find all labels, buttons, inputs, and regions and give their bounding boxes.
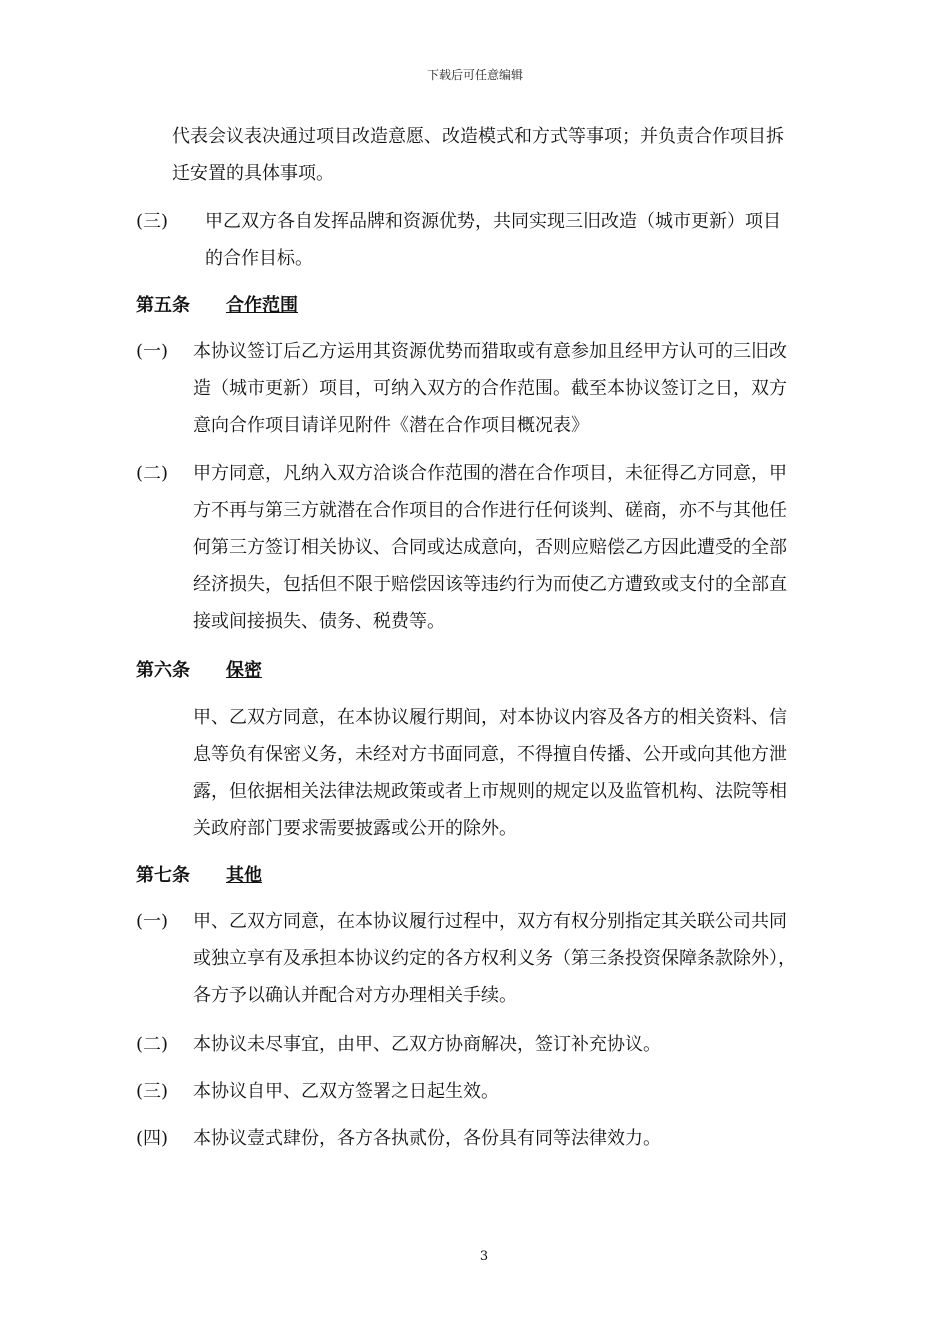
paragraph-line: 甲、乙双方同意，在本协议履行期间，对本协议内容及各方的相关资料、信 bbox=[193, 707, 787, 728]
paragraph-line: 息等负有保密义务，未经对方书面同意，不得擅自传播、公开或向其他方泄 bbox=[193, 744, 787, 765]
clause-marker: (二) bbox=[136, 463, 169, 484]
paragraph-line: 甲方同意，凡纳入双方洽谈合作范围的潜在合作项目，未征得乙方同意，甲 bbox=[193, 463, 787, 484]
article-title: 保密 bbox=[226, 660, 262, 681]
clause-marker: (四) bbox=[136, 1128, 169, 1149]
article-paragraph bbox=[193, 699, 787, 847]
paragraph-line: 何第三方签订相关协议、合同或达成意向，否则应赔偿乙方因此遭受的全部 bbox=[193, 537, 787, 558]
article-title: 合作范围 bbox=[226, 295, 298, 316]
paragraph-line: 方不再与第三方就潜在合作项目的合作进行任何谈判、磋商，亦不与其他任 bbox=[193, 500, 787, 521]
paragraph-line: 关政府部门要求需要披露或公开的除外。 bbox=[193, 818, 517, 839]
clause-marker: (三) bbox=[136, 1081, 169, 1102]
clause-paragraph bbox=[205, 203, 781, 277]
clause-marker: (二) bbox=[136, 1034, 169, 1055]
paragraph-line: 甲乙双方各自发挥品牌和资源优势，共同实现三旧改造（城市更新）项目 bbox=[205, 211, 781, 232]
paragraph-line: 代表会议表决通过项目改造意愿、改造模式和方式等事项；并负责合作项目拆 bbox=[172, 126, 784, 147]
clause-paragraph bbox=[193, 455, 787, 640]
paragraph-line: 本协议未尽事宜，由甲、乙双方协商解决，签订补充协议。 bbox=[193, 1034, 661, 1055]
clause-paragraph bbox=[193, 1120, 661, 1157]
paragraph-line: 露，但依据相关法律法规政策或者上市规则的规定以及监管机构、法院等相 bbox=[193, 781, 787, 802]
paragraph-line: 本协议壹式肆份，各方各执贰份，各份具有同等法律效力。 bbox=[193, 1128, 661, 1149]
paragraph-line: 迁安置的具体事项。 bbox=[172, 163, 334, 184]
page-number: 3 bbox=[479, 1249, 489, 1264]
paragraph-line: 本协议签订后乙方运用其资源优势而猎取或有意参加且经甲方认可的三旧改 bbox=[193, 341, 787, 362]
clause-marker: (三) bbox=[136, 211, 169, 232]
paragraph-line: 接或间接损失、债务、税费等。 bbox=[193, 611, 445, 632]
article-title: 其他 bbox=[226, 865, 262, 886]
paragraph-line: 或独立享有及承担本协议约定的各方权利义务（第三条投资保障条款除外）， bbox=[193, 948, 796, 969]
paragraph-line: 造（城市更新）项目，可纳入双方的合作范围。截至本协议签订之日，双方 bbox=[193, 378, 787, 399]
clause-marker: (一) bbox=[136, 911, 169, 932]
article-number: 第六条 bbox=[136, 660, 190, 681]
clause-paragraph bbox=[193, 903, 796, 1014]
page-header: 下载后可任意编辑 bbox=[426, 68, 523, 82]
paragraph-line: 各方予以确认并配合对方办理相关手续。 bbox=[193, 985, 517, 1006]
clause-marker: (一) bbox=[136, 341, 169, 362]
paragraph-line: 意向合作项目请详见附件《潜在合作项目概况表》 bbox=[193, 415, 589, 436]
clause-paragraph bbox=[193, 1026, 661, 1063]
continued-paragraph bbox=[172, 118, 784, 192]
article-number: 第七条 bbox=[136, 865, 190, 886]
paragraph-line: 本协议自甲、乙双方签署之日起生效。 bbox=[193, 1081, 499, 1102]
clause-paragraph bbox=[193, 333, 787, 444]
paragraph-line: 甲、乙双方同意，在本协议履行过程中，双方有权分别指定其关联公司共同 bbox=[193, 911, 787, 932]
paragraph-line: 的合作目标。 bbox=[205, 248, 313, 269]
paragraph-line: 经济损失，包括但不限于赔偿因该等违约行为而使乙方遭致或支付的全部直 bbox=[193, 574, 787, 595]
clause-paragraph bbox=[193, 1073, 499, 1110]
article-number: 第五条 bbox=[136, 295, 190, 316]
